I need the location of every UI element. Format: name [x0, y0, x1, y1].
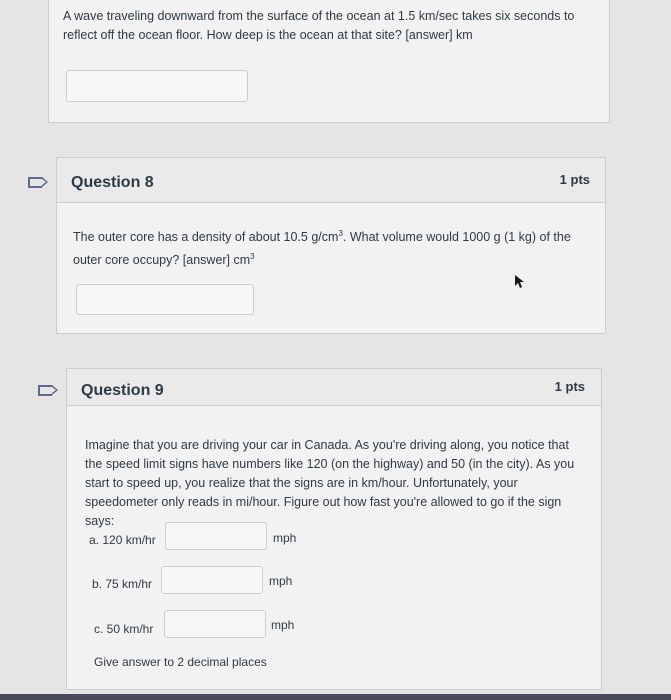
- bottom-edge-bar: [0, 694, 671, 700]
- item-b-unit: mph: [269, 574, 293, 588]
- item-b-answer-input[interactable]: [161, 566, 263, 594]
- question-8-title: Question 8: [71, 174, 154, 191]
- question-7-card: [48, 0, 610, 123]
- question-8-text-part1: The outer core has a density of about 10.5 g/cm: [73, 230, 339, 245]
- question-8-header: [57, 158, 605, 203]
- question-8-points: 1 pts: [559, 172, 590, 187]
- question-7-answer-input[interactable]: [66, 70, 248, 102]
- question-9-header: [67, 369, 601, 406]
- item-c-unit: mph: [271, 618, 295, 632]
- question-8-text: [73, 224, 593, 270]
- item-a-answer-input[interactable]: [165, 522, 267, 550]
- item-c-answer-input[interactable]: [164, 610, 266, 638]
- question-8-superscript-1: 3: [338, 229, 343, 238]
- question-7-text: A wave traveling downward from the surface of the ocean at 1.5 km/sec takes six seconds to reflect off the ocean floor. How deep is the ocean at that site? [answer] km: [63, 9, 575, 42]
- question-9-text: Imagine that you are driving your car in Canada. As you're driving along, you notice that the speed limit signs have numbers like 120 (on the highway) and 50 (in the city). As you start to speed up, you realize that the signs are in km/hour. Unfortunately, your speedometer only reads in mi/hour. Figure out how fast you're allowed to go if the sign says:: [85, 438, 575, 528]
- question-9-points: 1 pts: [554, 379, 585, 394]
- item-a-unit: mph: [273, 531, 297, 545]
- question-9-title: Question 9: [81, 382, 164, 399]
- flag-icon[interactable]: [38, 385, 52, 396]
- flag-icon[interactable]: [28, 177, 42, 188]
- question-8-superscript-2: 3: [250, 252, 255, 262]
- question-8-card: [56, 157, 606, 334]
- question-8-answer-input[interactable]: [76, 284, 254, 315]
- question-9-footer-note: Give answer to 2 decimal places: [94, 655, 267, 669]
- item-c-label: c. 50 km/hr: [94, 622, 154, 636]
- question-8-text-part2: . What volume would 1000 g (1 kg) of the outer core occupy? [answer] cm: [73, 230, 571, 268]
- item-a-label: a. 120 km/hr: [89, 533, 156, 547]
- mouse-pointer-icon: [515, 275, 527, 289]
- item-b-label: b. 75 km/hr: [92, 577, 153, 591]
- question-9-card: [66, 368, 602, 690]
